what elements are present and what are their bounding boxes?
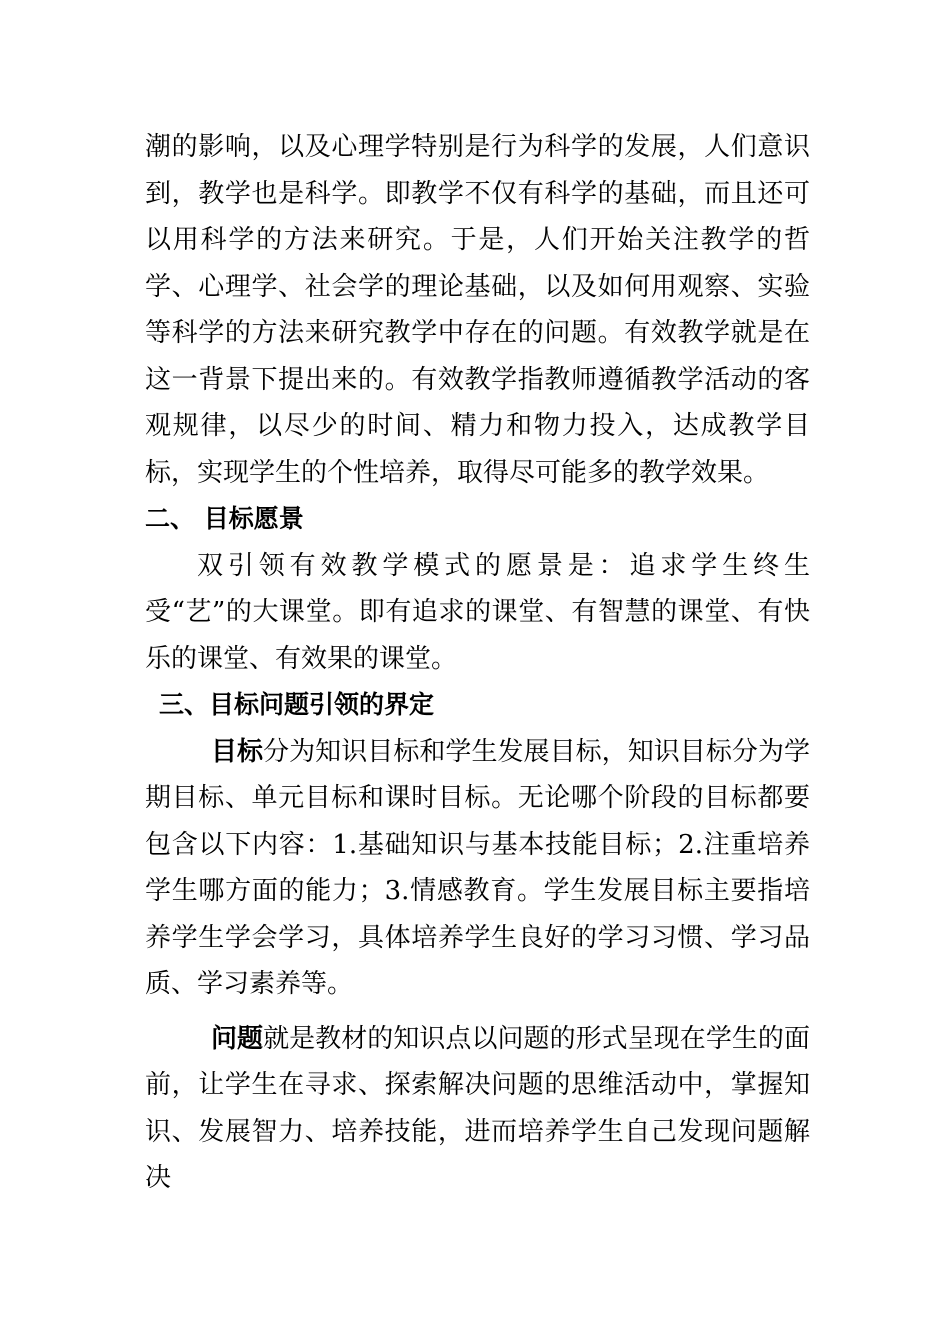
paragraph-questions	[145, 1016, 810, 1202]
document-page	[145, 124, 810, 1202]
paragraph-questions-text: 就是教材的知识点以问题的形式呈现在学生的面前，让学生在寻求、探索解决问题的思维活动中，掌握知识、发展智力、培养技能，进而培养学生自己发现问题解决	[145, 1023, 810, 1193]
paragraph-vision: 双引领有效教学模式的愿景是：追求学生终生受“艺”的大课堂。即有追求的课堂、有智慧的课堂、有快乐的课堂、有效果的课堂。	[145, 550, 810, 674]
paragraph-background: 潮的影响，以及心理学特别是行为科学的发展，人们意识到，教学也是科学。即教学不仅有科学的基础，而且还可以用科学的方法来研究。于是，人们开始关注教学的哲学、心理学、社会学的理论基础，以及如何用观察、实验等科学的方法来研究教学中存在的问题。有效教学就是在这一背景下提出来的。有效教学指教师遵循教学活动的客观规律，以尽少的时间、精力和物力投入，达成教学目标，实现学生的个性培养，取得尽可能多的教学效果。	[145, 132, 810, 488]
term-goal: 目标	[211, 736, 264, 767]
paragraph-goals	[145, 729, 810, 1008]
section-heading-definition: 三、目标问题引领的界定	[159, 690, 435, 719]
section-heading-vision: 二、 目标愿景	[145, 504, 304, 533]
term-question: 问题	[211, 1023, 264, 1054]
paragraph-goals-text: 分为知识目标和学生发展目标，知识目标分为学期目标、单元目标和课时目标。无论哪个阶段的目标都要包含以下内容：1.基础知识与基本技能目标；2.注重培养学生哪方面的能力；3.情感教育。学生发展目标主要指培养学生学会学习，具体培养学生良好的学习习惯、学习品质、学习素养等。	[145, 736, 810, 999]
